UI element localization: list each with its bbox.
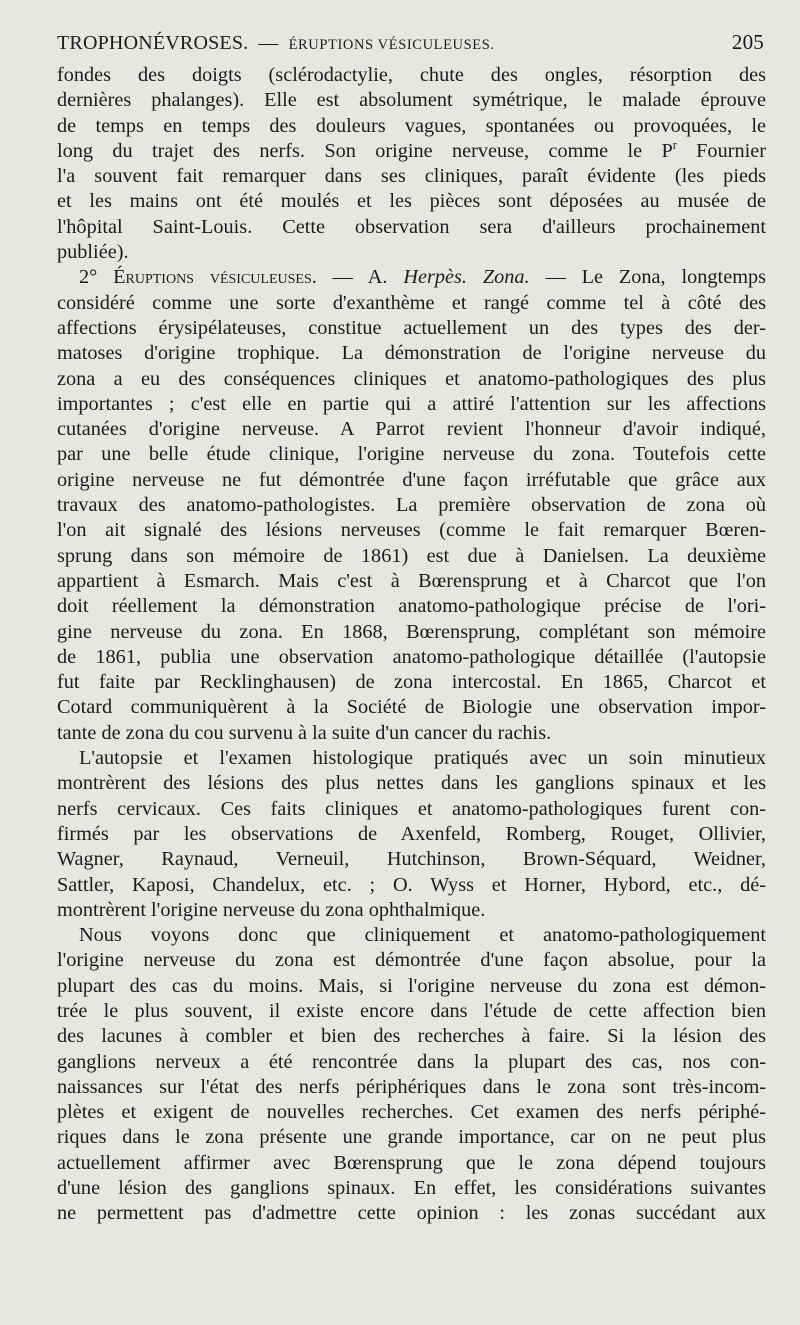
text-line: riques dans le zona présente une grande importance, car on ne peut plus <box>57 1126 766 1149</box>
text-line <box>57 139 766 164</box>
text-line: ne permettent pas d'admettre cette opinion : les zonas succédant aux <box>57 1202 766 1225</box>
text-line-segment: Fournier <box>676 139 766 162</box>
text-line: naissances sur l'état des nerfs périphériques dans le zona sont très-incom- <box>57 1075 766 1098</box>
subsection-heading: Herpès. Zona. <box>403 266 530 289</box>
text-line: ganglions nerveux a été rencontrée dans la plupart des cas, nos con- <box>57 1050 766 1073</box>
header-dash: — <box>258 32 279 54</box>
text-line-segment: long du trajet des nerfs. Son origine nerveuse, comme le P <box>57 139 673 162</box>
section-title: ÉRUPTIONS VÉSICULEUSES. <box>288 37 495 53</box>
text-line: cutanées d'origine nerveuse. A Parrot revient l'honneur d'avoir indiqué, <box>57 418 766 441</box>
running-title: TROPHONÉVROSES. <box>57 32 249 54</box>
text-line: fondes des doigts (sclérodactylie, chute des ongles, résorption des <box>57 64 766 86</box>
text-line: de temps en temps des douleurs vagues, spontanées ou provoquées, le <box>57 114 766 137</box>
text-line: fut faite par Recklinghausen) de zona intercostal. En 1865, Charcot et <box>57 671 766 694</box>
text-line: L'autopsie et l'examen histologique pratiqués avec un soin minutieux <box>79 747 766 770</box>
text-line: appartient à Esmarch. Mais c'est à Bœrensprung et à Charcot que l'on <box>57 569 766 592</box>
text-line: nerfs cervicaux. Ces faits cliniques et anatomo-pathologiques furent con- <box>57 797 766 820</box>
text-line: sprung dans son mémoire de 1861) est due à Danielsen. La deuxième <box>57 544 766 567</box>
text-line: Cotard communiquèrent à la Société de Biologie une observation impor- <box>57 696 766 719</box>
text-line: plupart des cas du moins. Mais, si l'origine nerveuse du zona est démon- <box>57 974 766 997</box>
text-line: tante de zona du cou survenu à la suite d'un cancer du rachis. <box>57 721 552 744</box>
text-line: l'a souvent fait remarquer dans ses cliniques, paraît évidente (les pieds <box>57 165 766 188</box>
section-heading-line <box>57 265 766 290</box>
text-line: plètes et exigent de nouvelles recherches. Cet examen des nerfs périphé- <box>57 1101 766 1124</box>
text-line: des lacunes à combler et bien des recherches à faire. Si la lésion des <box>57 1025 766 1048</box>
text-line: l'hôpital Saint-Louis. Cette observation sera d'ailleurs prochainement <box>57 215 766 238</box>
text-line: actuellement affirmer avec Bœrensprung que le zona dépend toujours <box>57 1151 766 1174</box>
text-line-segment: — A. <box>316 266 404 289</box>
text-line: de 1861, publia une observation anatomo-pathologique détaillée (l'autopsie <box>57 645 766 668</box>
text-line: trée le plus souvent, il existe encore dans l'étude de cette affection bien <box>57 999 766 1022</box>
text-line: Sattler, Kaposi, Chandelux, etc. ; O. Wyss et Horner, Hybord, etc., dé- <box>57 873 766 896</box>
text-line: considéré comme une sorte d'exanthème et rangé comme tel à côté des <box>57 291 766 314</box>
section-heading: Éruptions vésiculeuses. <box>113 266 317 289</box>
text-line: par une belle étude clinique, l'origine nerveuse du zona. Toutefois cette <box>57 443 766 466</box>
text-line: Nous voyons donc que cliniquement et anatomo-pathologiquement <box>79 924 766 947</box>
running-header <box>57 30 764 60</box>
text-line: affections érysipélateuses, constitue actuellement un des types des der- <box>57 316 766 339</box>
text-line: origine nerveuse ne fut démontrée d'une façon irréfutable que grâce aux <box>57 468 766 491</box>
body-text <box>57 63 766 1227</box>
text-line: doit réellement la démonstration anatomo-pathologique précise de l'ori- <box>57 595 766 618</box>
text-line: publiée). <box>57 241 129 264</box>
text-line: dernières phalanges). Elle est absolument symétrique, le malade éprouve <box>57 89 766 112</box>
section-number: 2° <box>79 266 114 289</box>
text-line: importantes ; c'est elle en partie qui a attiré l'attention sur les affections <box>57 392 766 415</box>
page-number: 205 <box>731 30 764 54</box>
superscript: r <box>672 138 677 153</box>
text-line: firmés par les observations de Axenfeld, Romberg, Rouget, Ollivier, <box>57 822 766 845</box>
text-line: montrèrent des lésions des plus nettes dans les ganglions spinaux et les <box>57 772 766 795</box>
text-line: d'une lésion des ganglions spinaux. En effet, les considérations suivantes <box>57 1177 766 1200</box>
text-line: zona a eu des conséquences cliniques et anatomo-pathologiques des plus <box>57 367 766 390</box>
text-line: et les mains ont été moulés et les pièces sont déposées au musée de <box>57 190 766 213</box>
text-line: montrèrent l'origine nerveuse du zona ophthalmique. <box>57 898 486 921</box>
text-line: matoses d'origine trophique. La démonstration de l'origine nerveuse du <box>57 342 766 365</box>
text-line: l'origine nerveuse du zona est démontrée d'une façon absolue, pour la <box>57 949 766 972</box>
text-line-segment: — Le Zona, longtemps <box>529 266 766 289</box>
text-line: gine nerveuse du zona. En 1868, Bœrensprung, complétant son mémoire <box>57 620 766 643</box>
text-line: Wagner, Raynaud, Verneuil, Hutchinson, Brown-Séquard, Weidner, <box>57 848 766 871</box>
text-line: l'on ait signalé des lésions nerveuses (comme le fait remarquer Bœren- <box>57 519 766 542</box>
text-line: travaux des anatomo-pathologistes. La première observation de zona où <box>57 494 766 517</box>
